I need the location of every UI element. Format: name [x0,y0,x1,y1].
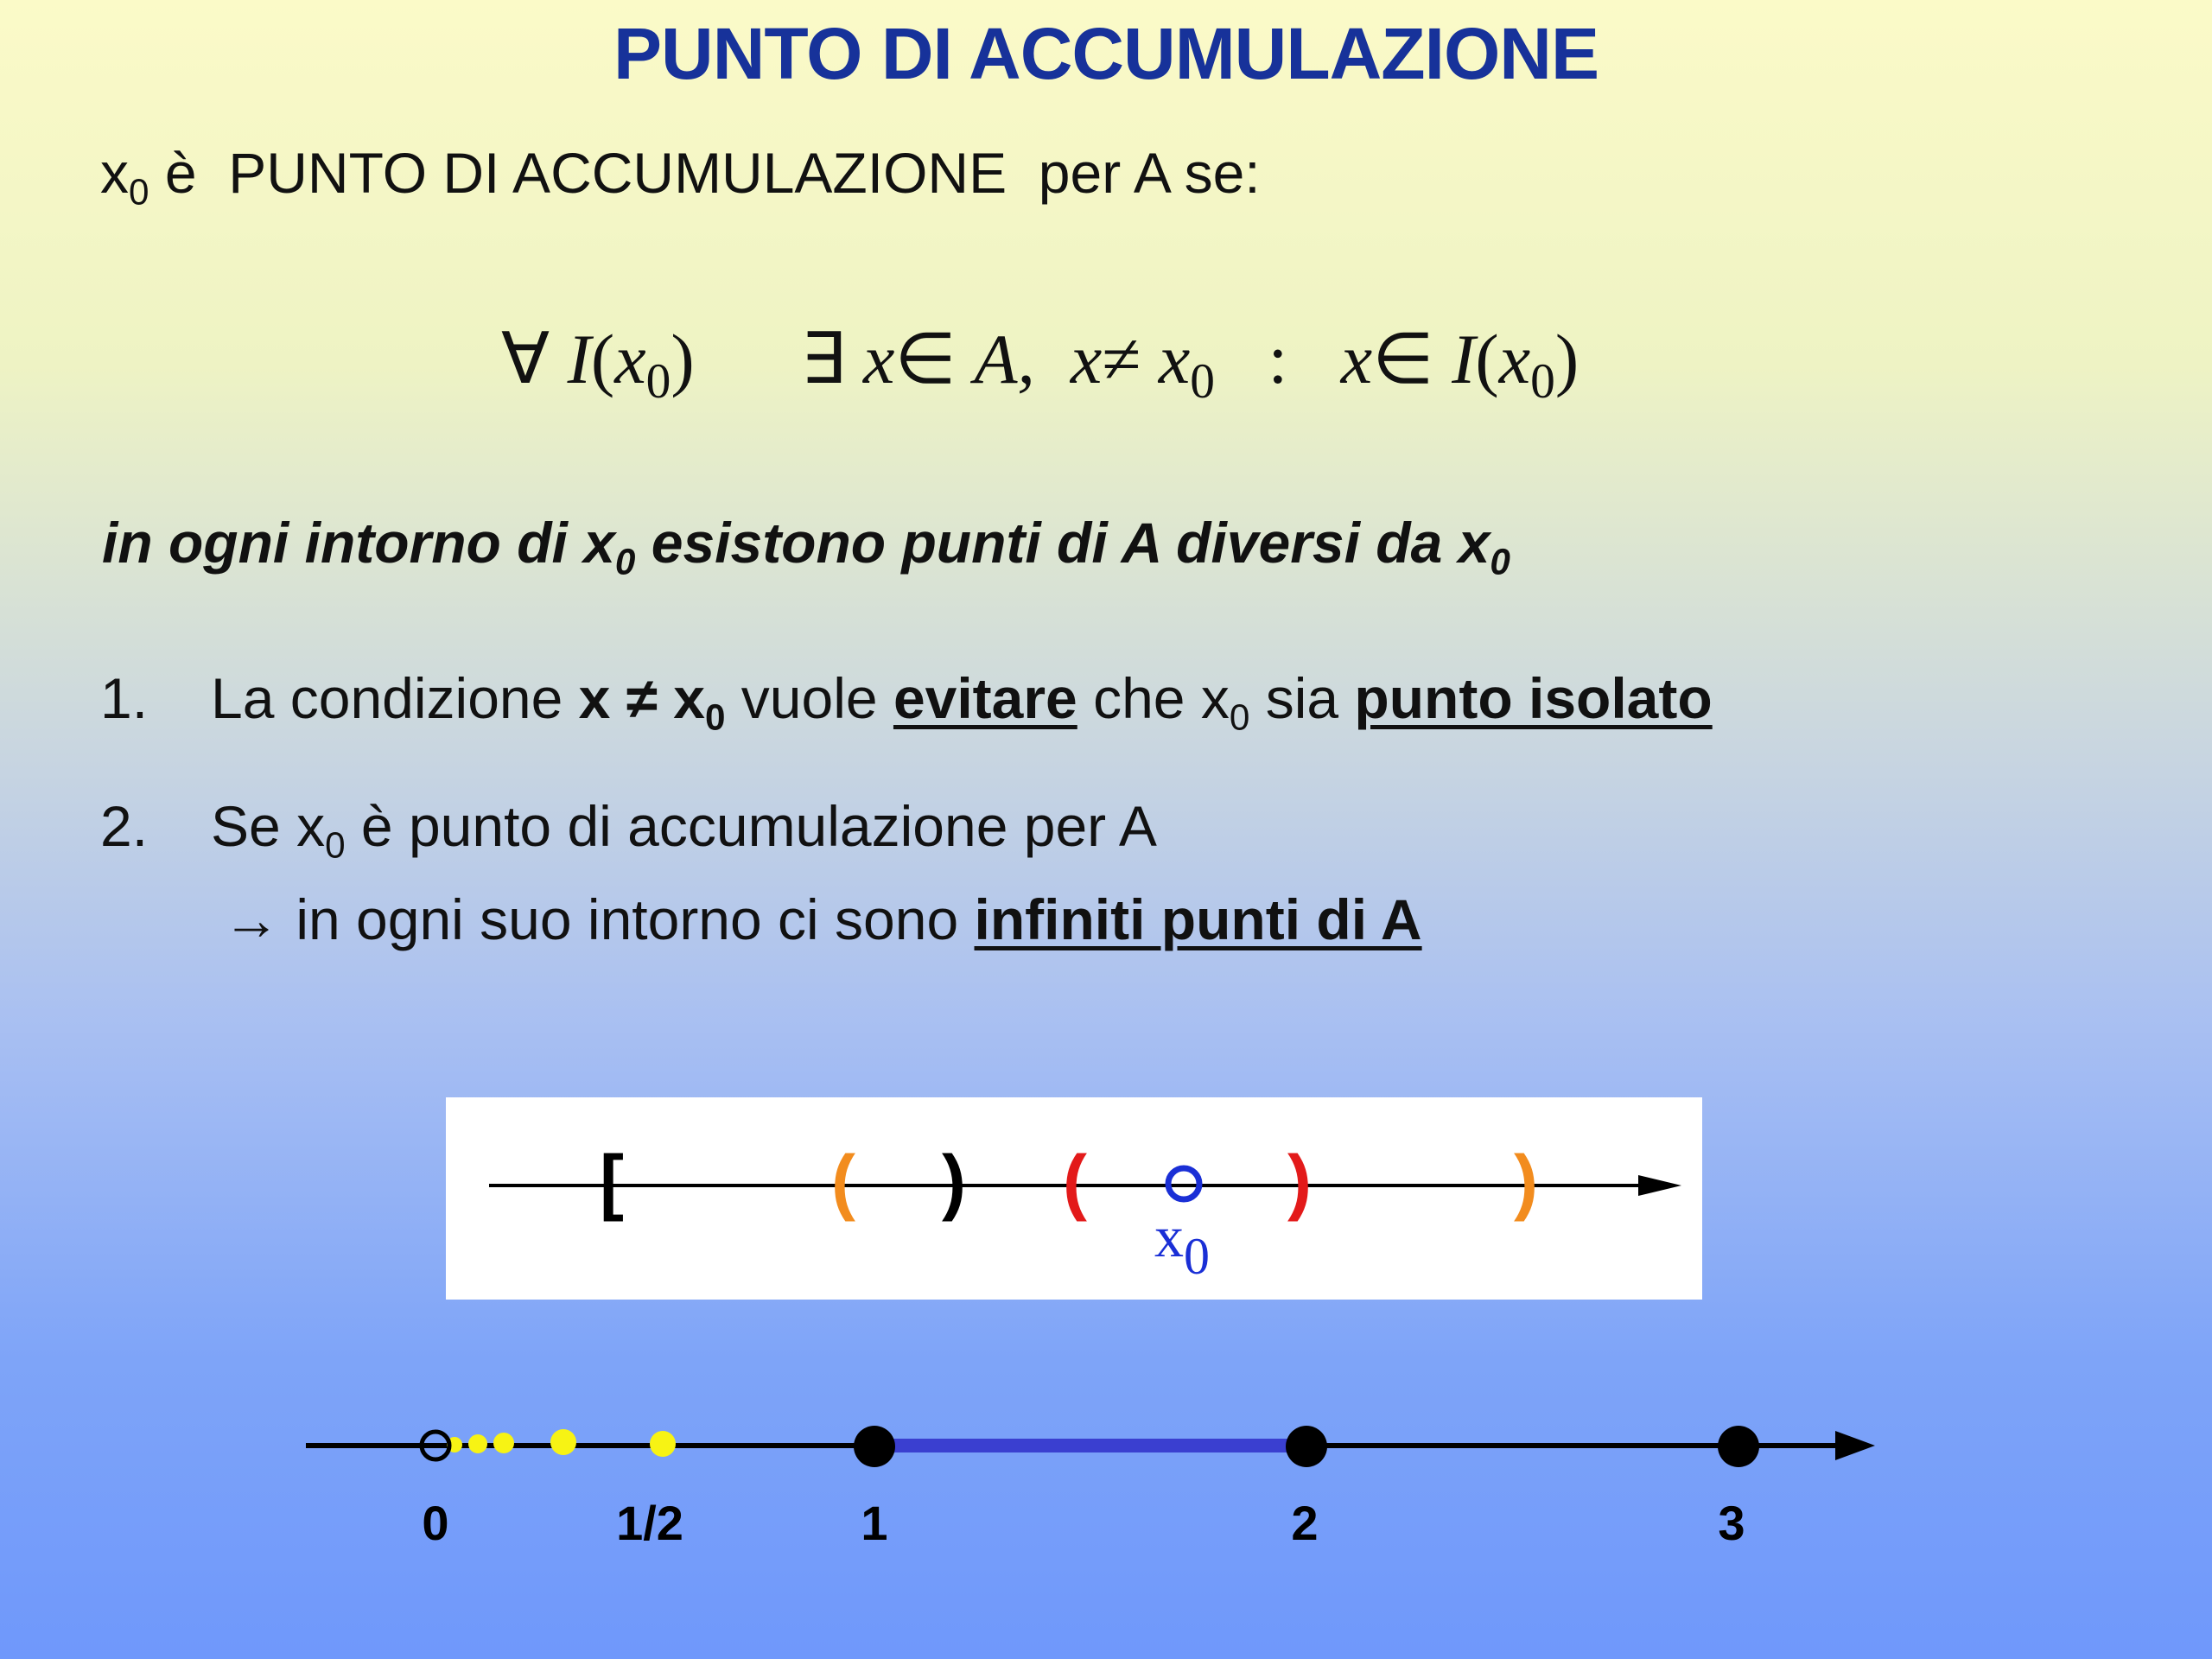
formula-x: x [862,320,895,398]
filled-point-three [1718,1426,1759,1467]
list-underlined: infiniti punti di A [974,887,1422,951]
filled-point-one [854,1426,895,1467]
open-paren-outer: ( [831,1141,855,1222]
sequence-point [468,1434,487,1453]
tick-label: 3 [1718,1496,1745,1550]
formula-paren: ) [1554,320,1580,398]
def-subscript: 0 [129,171,149,213]
formula-sub: 0 [645,354,671,410]
formula-paren: ( [1475,320,1499,398]
formula-x: x [1498,320,1531,398]
filled-point-two [1286,1426,1327,1467]
closed-bracket: [ [600,1141,624,1222]
list-item [211,793,1157,866]
formula-x: x [614,320,646,398]
formula-sub: 0 [1190,354,1215,410]
list-text: in ogni suo intorno ci sono [280,887,975,951]
open-point-zero [422,1432,449,1459]
neighborhood-diagram [446,1097,1702,1300]
italic-statement [102,510,1510,582]
formula-paren: ( [590,320,615,398]
list-subscript: 0 [325,824,346,866]
list-item [211,665,1713,738]
page-title: PUNTO DI ACCUMULAZIONE [613,13,1599,94]
formula [501,318,1580,410]
list-number: 1. [100,666,149,730]
tick-label: 2 [1291,1496,1319,1550]
close-paren-outer: ) [1514,1141,1538,1222]
axis-arrowhead [1638,1175,1681,1196]
list-subscript: 0 [1229,696,1250,738]
list-underlined: evitare [893,666,1077,730]
sequence-point [447,1437,462,1452]
element-of-symbol: ∈ [894,320,957,398]
formula-x: x [1158,320,1191,398]
sequence-point [550,1429,576,1455]
def-x: x [100,141,129,205]
close-paren-black: ) [942,1141,966,1222]
list-bold: x ≠ x [578,666,705,730]
tick-label: 1/2 [616,1496,683,1550]
formula-x: x [1070,320,1103,398]
formula-I: I [567,320,591,398]
list-text: La condizione [211,666,579,730]
list-text: sia [1249,666,1355,730]
statement-text: in ogni intorno di x [102,511,615,575]
open-paren-inner: ( [1063,1141,1087,1222]
element-of-symbol: ∈ [1372,320,1434,398]
x0-label [1154,1204,1210,1285]
neighborhood-svg [446,1097,1702,1300]
list-text: che x [1077,666,1230,730]
exists-symbol: ∃ [800,320,846,398]
sequence-point [493,1433,514,1453]
sequence-point [650,1431,676,1457]
list-item-continuation [223,887,1422,952]
definition-line [100,140,1261,213]
x0-label-sub: 0 [1184,1228,1210,1285]
formula-A: A, [974,320,1035,398]
list-subscript: 0 [704,696,726,738]
number-line-arrowhead [1835,1431,1875,1460]
list-text: Se x [211,794,326,858]
list-number: 2. [100,794,149,858]
def-text: è PUNTO DI ACCUMULAZIONE per A se: [149,141,1261,205]
statement-text: esistono punti di A diversi da x [635,511,1491,575]
list-text: vuole [725,666,893,730]
formula-I: I [1452,320,1476,398]
not-equal-symbol: ≠ [1102,320,1141,398]
x0-label-x: x [1154,1204,1184,1269]
tick-label: 0 [422,1496,449,1550]
formula-x: x [1340,320,1373,398]
close-paren-inner: ) [1287,1141,1312,1222]
tick-label: 1 [861,1496,888,1550]
arrow-icon: → [223,887,280,951]
formula-paren: ) [671,320,695,398]
formula-colon: : [1268,320,1288,398]
statement-subscript: 0 [614,541,636,582]
forall-symbol: ∀ [501,320,550,398]
list-underlined: punto isolato [1354,666,1713,730]
formula-sub: 0 [1530,354,1555,410]
statement-subscript: 0 [1490,541,1510,582]
list-text: è punto di accumulazione per A [345,794,1157,858]
